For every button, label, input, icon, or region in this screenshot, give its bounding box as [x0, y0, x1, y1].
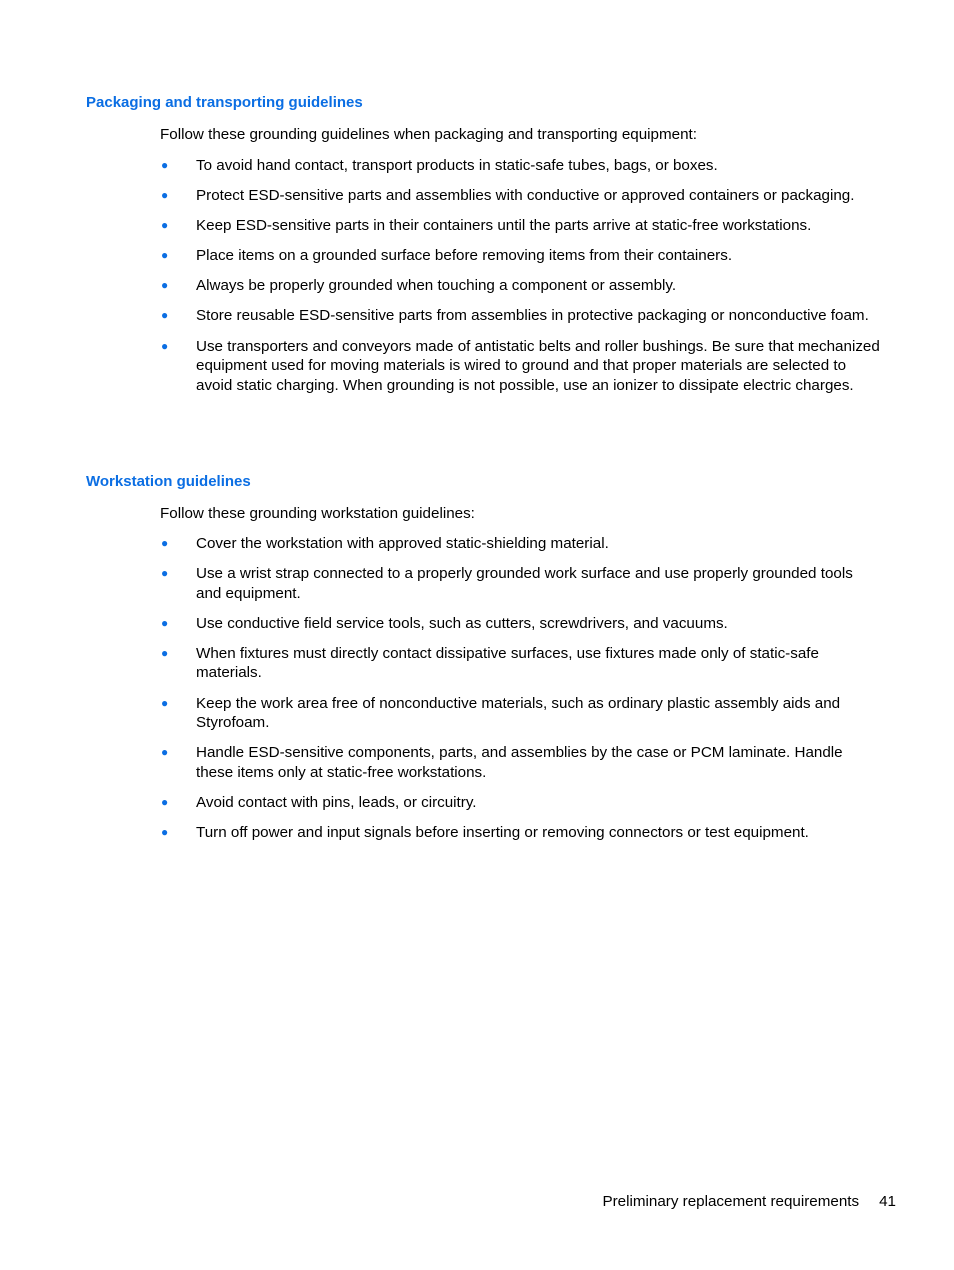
list-item-text: Handle ESD-sensitive components, parts, and assemblies by the case or PCM laminate. Handle these items only at static-free workstations.: [196, 744, 843, 781]
section-heading-workstation: Workstation guidelines: [86, 473, 251, 490]
list-item-text: Avoid contact with pins, leads, or circuitry.: [196, 793, 477, 811]
page-number: 41: [879, 1193, 896, 1210]
footer-section-title: Preliminary replacement requirements: [602, 1193, 860, 1210]
bullet-list-packaging: [160, 156, 882, 406]
list-item-text: Keep ESD-sensitive parts in their containers until the parts arrive at static-free workstations.: [196, 217, 812, 235]
bullet-icon: ●: [161, 745, 169, 760]
list-item: [160, 644, 882, 683]
bullet-icon: ●: [161, 278, 169, 293]
list-item-text: To avoid hand contact, transport products in static-safe tubes, bags, or boxes.: [196, 157, 718, 174]
list-item-text: Turn off power and input signals before inserting or removing connectors or test equipment.: [196, 824, 809, 842]
bullet-icon: ●: [161, 338, 169, 353]
list-item-text: Protect ESD-sensitive parts and assemblies with conductive or approved containers or packaging.: [196, 187, 855, 205]
list-item: [160, 694, 882, 733]
list-item-text: Keep the work area free of nonconductive materials, such as ordinary plastic assembly aids and Styrofoam.: [196, 694, 841, 732]
list-item-text: Cover the workstation with approved static-shielding material.: [196, 535, 609, 552]
bullet-icon: ●: [161, 248, 169, 263]
list-item-text: Store reusable ESD-sensitive parts from assemblies in protective packaging or nonconductive foam.: [196, 307, 869, 325]
list-item: [160, 186, 882, 206]
bullet-icon: ●: [161, 645, 169, 660]
bullet-icon: ●: [161, 794, 169, 809]
list-item: [160, 614, 882, 634]
list-item-text: When fixtures must directly contact dissipative surfaces, use fixtures made only of static-safe materials.: [196, 644, 819, 682]
list-item: [160, 793, 882, 813]
bullet-icon: ●: [161, 158, 169, 172]
list-item: [160, 337, 882, 396]
list-item-text: Use a wrist strap connected to a properly grounded work surface and use properly grounded tools and equipment.: [196, 565, 853, 602]
bullet-icon: ●: [161, 566, 169, 581]
list-item: [160, 156, 882, 176]
bullet-icon: ●: [161, 188, 169, 203]
list-item-text: Always be properly grounded when touching a component or assembly.: [196, 277, 677, 295]
section-intro-workstation: Follow these grounding workstation guidelines:: [160, 505, 475, 522]
bullet-icon: ●: [161, 536, 169, 550]
section-heading-packaging: Packaging and transporting guidelines: [86, 94, 363, 111]
list-item: [160, 823, 882, 843]
list-item: [160, 246, 882, 266]
bullet-icon: ●: [161, 308, 169, 323]
bullet-icon: ●: [161, 695, 169, 710]
list-item: [160, 306, 882, 326]
list-item: [160, 276, 882, 296]
list-item-text: Use transporters and conveyors made of antistatic belts and roller bushings. Be sure that mechanized equipment used for moving materials is wired to ground and that proper materials are selected to avoid static charging. When grounding is not possible, use an ionizer to dissipate electric charges.: [196, 337, 880, 394]
section-intro-packaging: Follow these grounding guidelines when packaging and transporting equipment:: [160, 126, 697, 143]
bullet-icon: ●: [161, 218, 169, 233]
list-item: [160, 743, 882, 782]
bullet-icon: ●: [161, 615, 169, 630]
list-item-text: Use conductive field service tools, such as cutters, screwdrivers, and vacuums.: [196, 614, 728, 632]
list-item: [160, 534, 882, 554]
list-item: [160, 216, 882, 236]
list-item: [160, 564, 882, 603]
page-footer: [602, 1192, 896, 1211]
bullet-icon: ●: [161, 825, 169, 840]
bullet-list-workstation: [160, 534, 882, 853]
list-item-text: Place items on a grounded surface before removing items from their containers.: [196, 247, 733, 265]
